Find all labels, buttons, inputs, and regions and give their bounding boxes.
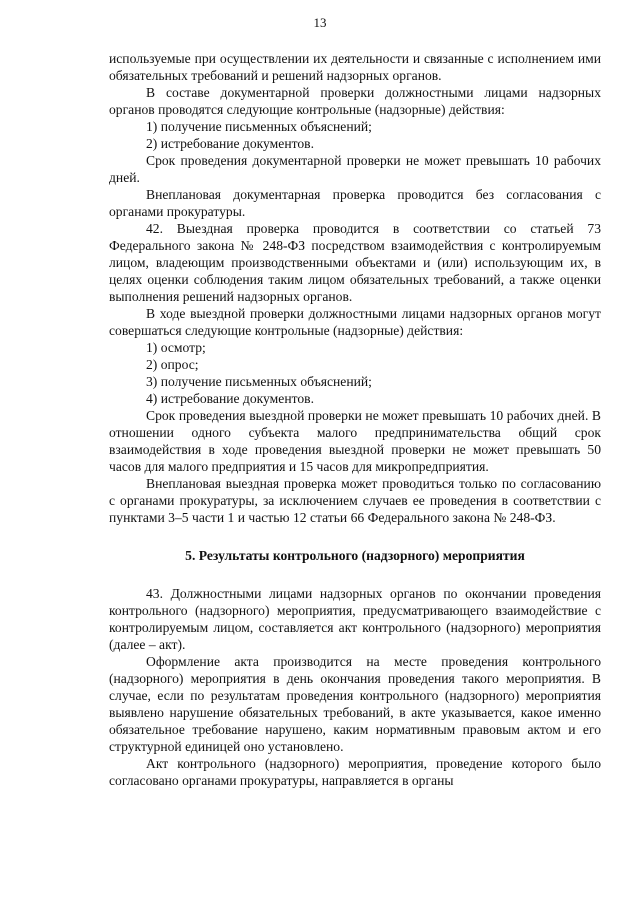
paragraph: В ходе выездной проверки должностными лицами надзорных органов могут совершаться следующие контрольные (надзорные) действия:	[109, 306, 601, 338]
paragraph-continuation: используемые при осуществлении их деятельности и связанные с исполнением ими обязательных требований и решений надзорных органов.	[109, 51, 601, 83]
paragraph: В составе документарной проверки должностными лицами надзорных органов проводятся следующие контрольные (надзорные) действия:	[109, 85, 601, 117]
list-item: 1) осмотр;	[146, 340, 206, 355]
list-item: 3) получение письменных объяснений;	[146, 374, 372, 389]
paragraph-42: 42. Выездная проверка проводится в соответствии со статьей 73 Федерального закона № 248-ФЗ посредством взаимодействия с контролируемым лицом, владеющим производственными объектами и (или) использующим их, в целях оценки соблюдения таким лицом обязательных требований, а также оценки выполнения решений надзорных органов.	[109, 221, 601, 304]
list-item: 2) истребование документов.	[146, 136, 314, 151]
list-item: 2) опрос;	[146, 357, 199, 372]
document-body	[109, 50, 601, 789]
paragraph-43: 43. Должностными лицами надзорных органов по окончании проведения контрольного (надзорного) мероприятия, предусматривающего взаимодействие с контролируемым лицом, составляется акт контрольного (надзорного) мероприятия (далее – акт).	[109, 586, 601, 652]
paragraph: Акт контрольного (надзорного) мероприятия, проведение которого было согласовано органами прокуратуры, направляется в органы	[109, 756, 601, 788]
paragraph: Внеплановая выездная проверка может проводиться только по согласованию с органами прокуратуры, за исключением случаев ее проведения в соответствии с пунктами 3–5 части 1 и частью 12 статьи 66 Федерального закона № 248-ФЗ.	[109, 476, 601, 525]
section-heading: 5. Результаты контрольного (надзорного) мероприятия	[185, 548, 525, 563]
paragraph: Внеплановая документарная проверка проводится без согласования с органами прокуратуры.	[109, 187, 601, 219]
list-item: 1) получение письменных объяснений;	[146, 119, 372, 134]
paragraph: Срок проведения документарной проверки не может превышать 10 рабочих дней.	[109, 153, 601, 185]
paragraph: Оформление акта производится на месте проведения контрольного (надзорного) мероприятия в день окончания проведения такого мероприятия. В случае, если по результатам проведения контрольного (надзорного) мероприятия выявлено нарушение обязательных требований, в акте указывается, какое именно обязательное требование нарушено, каким нормативным правовым актом и его структурной единицей оно установлено.	[109, 654, 601, 754]
page-number: 13	[313, 15, 327, 30]
list-item: 4) истребование документов.	[146, 391, 314, 406]
paragraph: Срок проведения выездной проверки не может превышать 10 рабочих дней. В отношении одного субъекта малого предпринимательства общий срок взаимодействия в ходе проведения выездной проверки не может превышать 50 часов для малого предприятия и 15 часов для микропредприятия.	[109, 408, 601, 474]
